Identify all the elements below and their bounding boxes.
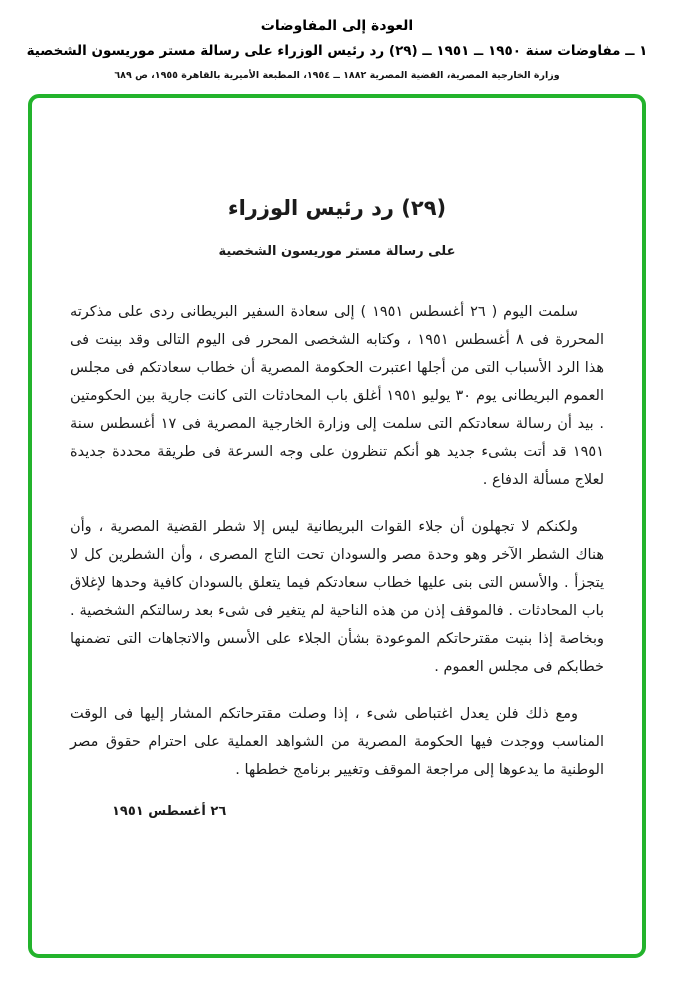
header-subtitle: ١ ــ مفاوضات سنة ١٩٥٠ ــ ١٩٥١ ــ (٢٩) رد رئيس الوزراء على رسالة مستر موريسون الشخصية	[26, 43, 648, 59]
paragraph-1: سلمت اليوم ( ٢٦ أغسطس ١٩٥١ ) إلى سعادة السفير البريطانى ردى على مذكرته المحررة فى ٨ أغسطس ١٩٥١ ، وكتابه الشخصى المحرر فى اليوم التالى وقد بينت فى هذا الرد الأسباب التى من أجلها اعتبرت الحكومة المصرية أن خطاب سعادتكم فى مجلس العموم البريطانى يوم ٣٠ يوليو ١٩٥١ أغلق باب المحادثات التى كانت جارية بين الحكومتين . بيد أن رسالة سعادتكم التى سلمت إلى وزارة الخارجية المصرية فى ١٧ أغسطس سنة ١٩٥١ قد أتت بشىء جديد هو أنكم تنظرون على وجه السرعة فى طريقة محددة جديدة لعلاج مسألة الدفاع .	[70, 304, 605, 488]
document-frame	[28, 94, 646, 958]
paragraph-2: ولكنكم لا تجهلون أن جلاء القوات البريطانية ليس إلا شطر القضية المصرية ، وأن هناك الشطر الآخر وهو وحدة مصر والسودان تحت التاج المصرى ، وأن الشطرين كل لا يتجزأ . والأسس التى بنى عليها خطاب سعادتكم فيما يتعلق بالسودان كافية وحدها لإغلاق باب المحادثات . فالموقف إذن من هذه الناحية لم يتغير فى شىء بعد رسالتكم الشخصية . وبخاصة إذا بنيت مقترحاتكم الموعودة بشأن الجلاء على الأسس والاتجاهات التى تضمنها خطابكم فى مجلس العموم .	[70, 518, 604, 675]
document-page	[32, 98, 642, 954]
header-title: العودة إلى المفاوضات	[260, 18, 414, 34]
document-title: (٢٩) رد رئيس الوزراء	[227, 196, 447, 220]
document-date: ٢٦ أغسطس ١٩٥١	[112, 803, 227, 819]
header-source-citation: وزارة الخارجية المصرية، القضية المصرية ١٨٨٢ ــ ١٩٥٤، المطبعة الأميرية بالقاهرة ١٩٥٥، ص ٦٨٩	[114, 70, 560, 81]
paragraph-3: ومع ذلك فلن يعدل اغتباطى شىء ، إذا وصلت مقترحاتكم المشار إليها فى الوقت المناسب ووجدت فيها الحكومة المصرية من الشواهد العملية على احترام حقوق مصر الوطنية ما يدعوها إلى مراجعة الموقف وتغيير برنامج خططها .	[70, 705, 604, 778]
page-header	[0, 0, 674, 81]
document-subtitle: على رسالة مستر موريسون الشخصية	[218, 244, 456, 259]
